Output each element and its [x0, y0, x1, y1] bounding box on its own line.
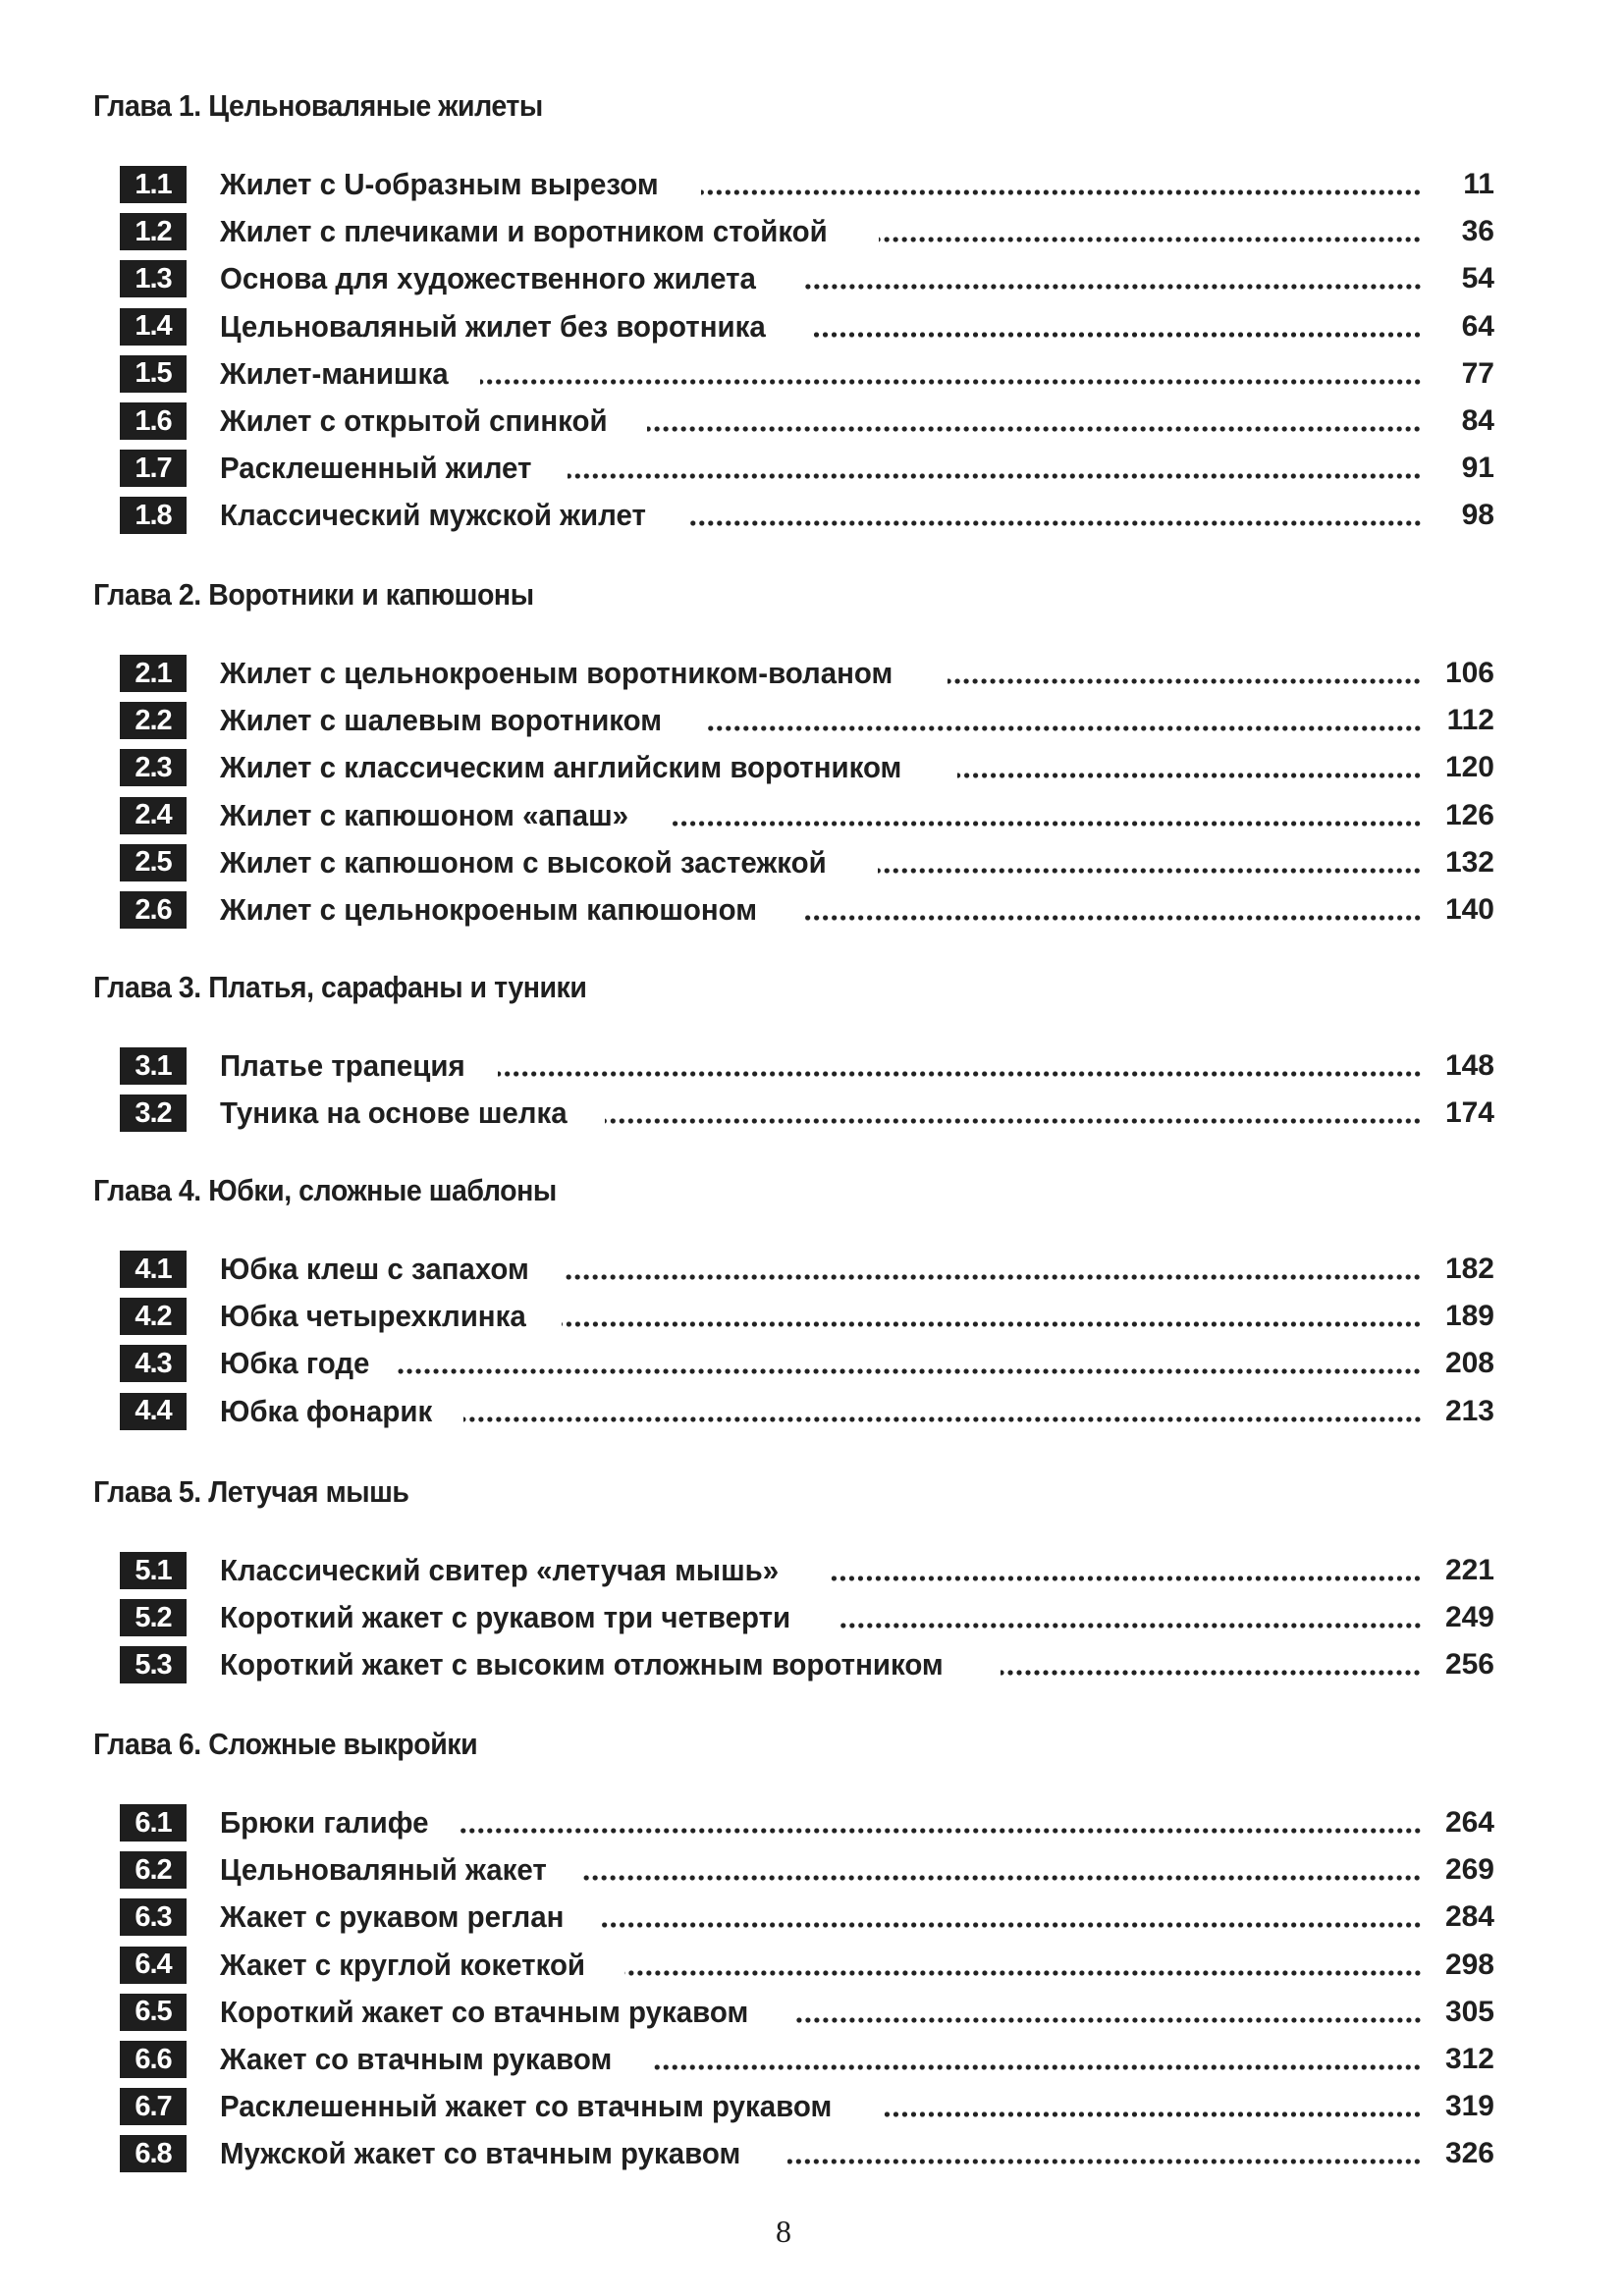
entry-page-number: 208	[1444, 1347, 1494, 1380]
chapter-heading: Глава 1. Цельноваляные жилеты	[93, 88, 543, 123]
chapter-heading: Глава 5. Летучая мышь	[93, 1474, 409, 1509]
entry-title: Жилет с капюшоном «апаш»	[220, 797, 628, 832]
entry-page-number: 269	[1444, 1853, 1494, 1887]
section-number-badge: 6.7	[120, 2088, 187, 2125]
toc-entry[interactable]	[120, 796, 1494, 835]
entry-title: Жилет с цельнокроеным воротником-воланом	[220, 656, 893, 690]
section-number-badge: 3.2	[120, 1095, 187, 1132]
toc-entry[interactable]	[120, 354, 1494, 394]
entry-page-number: 64	[1461, 309, 1494, 343]
dot-leader	[652, 2064, 1422, 2070]
entry-title: Короткий жакет со втачным рукавом	[220, 1994, 749, 2029]
section-number-badge: 5.1	[120, 1552, 187, 1589]
entry-title: Короткий жакет с рукавом три четверти	[220, 1600, 791, 1635]
section-number-badge: 2.1	[120, 655, 187, 692]
dot-leader	[688, 520, 1422, 526]
entry-page-number: 98	[1461, 499, 1494, 532]
entry-page-number: 256	[1444, 1648, 1494, 1682]
toc-entry[interactable]	[120, 165, 1494, 204]
section-number-badge: 6.5	[120, 1994, 187, 2031]
entry-title: Основа для художественного жилета	[220, 261, 756, 296]
toc-entry[interactable]	[120, 654, 1494, 693]
chapter-heading: Глава 6. Сложные выкройки	[93, 1727, 478, 1761]
dot-leader	[670, 821, 1422, 827]
entry-page-number: 284	[1444, 1900, 1494, 1934]
toc-entry[interactable]	[120, 1551, 1494, 1590]
toc-entry[interactable]	[120, 1250, 1494, 1289]
section-number-badge: 6.3	[120, 1898, 187, 1936]
toc-entry[interactable]	[120, 1598, 1494, 1637]
section-number-badge: 1.2	[120, 213, 187, 250]
dot-leader	[705, 725, 1422, 731]
entry-page-number: 112	[1446, 704, 1494, 737]
section-number-badge: 2.4	[120, 797, 187, 834]
entry-page-number: 84	[1461, 404, 1494, 437]
dot-leader	[602, 1922, 1422, 1928]
toc-entry[interactable]	[120, 1297, 1494, 1336]
entry-title: Расклешенный жилет	[220, 451, 532, 486]
toc-entry[interactable]	[120, 1946, 1494, 1985]
toc-entry[interactable]	[120, 890, 1494, 930]
dot-leader	[460, 1828, 1422, 1834]
entry-title: Брюки галифе	[220, 1805, 429, 1840]
entry-title: Юбка клеш с запахом	[220, 1252, 529, 1286]
entry-page-number: 264	[1444, 1806, 1494, 1839]
entry-page-number: 77	[1461, 356, 1494, 390]
entry-title: Жилет с U-образным вырезом	[220, 167, 659, 201]
toc-entry[interactable]	[120, 212, 1494, 251]
dot-leader	[624, 1970, 1422, 1976]
entry-page-number: 298	[1444, 1948, 1494, 1981]
entry-page-number: 319	[1444, 2090, 1494, 2123]
toc-entry[interactable]	[120, 1803, 1494, 1842]
entry-page-number: 312	[1444, 2043, 1494, 2075]
entry-title: Классический свитер «летучая мышь»	[220, 1553, 780, 1587]
dot-leader	[605, 1118, 1422, 1124]
dot-leader	[1001, 1670, 1422, 1676]
entry-title: Короткий жакет с высоким отложным воротником	[220, 1647, 944, 1682]
dot-leader	[498, 1071, 1422, 1077]
entry-page-number: 305	[1444, 1995, 1494, 2028]
dot-leader	[878, 868, 1422, 874]
section-number-badge: 2.2	[120, 702, 187, 739]
dot-leader	[463, 1416, 1422, 1422]
section-number-badge: 2.5	[120, 844, 187, 881]
page-number: 8	[776, 2214, 791, 2249]
entry-title: Жилет с капюшоном с высокой застежкой	[220, 844, 827, 880]
entry-page-number: 132	[1444, 845, 1494, 879]
entry-title: Расклешенный жакет со втачным рукавом	[220, 2089, 833, 2124]
entry-title: Жилет с плечиками и воротником стойкой	[220, 214, 828, 249]
dot-leader	[562, 1321, 1422, 1327]
dot-leader	[814, 332, 1422, 338]
section-number-badge: 1.8	[120, 497, 187, 534]
section-number-badge: 3.1	[120, 1047, 187, 1085]
section-number-badge: 1.3	[120, 260, 187, 297]
entry-page-number: 189	[1444, 1300, 1494, 1333]
entry-page-number: 126	[1444, 798, 1494, 831]
toc-entry[interactable]	[120, 496, 1494, 535]
entry-page-number: 221	[1444, 1554, 1494, 1586]
entry-title: Платье трапеция	[220, 1048, 465, 1083]
dot-leader	[397, 1368, 1422, 1374]
toc-entry[interactable]	[120, 1392, 1494, 1431]
section-number-badge: 5.3	[120, 1646, 187, 1683]
section-number-badge: 6.1	[120, 1804, 187, 1842]
toc-entry[interactable]	[120, 1897, 1494, 1937]
chapter-heading: Глава 2. Воротники и капюшоны	[93, 577, 534, 612]
entry-page-number: 326	[1444, 2137, 1494, 2170]
dot-leader	[828, 1575, 1422, 1581]
section-number-badge: 1.5	[120, 355, 187, 393]
dot-leader	[804, 284, 1422, 290]
dot-leader	[884, 2111, 1422, 2117]
entry-page-number: 106	[1444, 657, 1494, 689]
entry-page-number: 182	[1444, 1253, 1494, 1285]
dot-leader	[787, 2159, 1422, 2164]
section-number-badge: 6.2	[120, 1851, 187, 1889]
section-number-badge: 6.4	[120, 1947, 187, 1984]
entry-title: Классический мужской жилет	[220, 498, 646, 533]
toc-entry[interactable]	[120, 1046, 1494, 1086]
dot-leader	[568, 473, 1422, 479]
section-number-badge: 2.3	[120, 749, 187, 786]
toc-entry[interactable]	[120, 1993, 1494, 2032]
toc-entry[interactable]	[120, 748, 1494, 787]
toc-entry[interactable]	[120, 259, 1494, 298]
entry-page-number: 120	[1444, 751, 1494, 784]
chapter-heading: Глава 4. Юбки, сложные шаблоны	[93, 1173, 557, 1207]
entry-title: Цельноваляный жакет	[220, 1852, 547, 1888]
section-number-badge: 4.2	[120, 1298, 187, 1335]
chapter-heading: Глава 3. Платья, сарафаны и туники	[93, 970, 587, 1004]
dot-leader	[701, 189, 1422, 195]
entry-page-number: 140	[1444, 893, 1494, 926]
entry-page-number: 213	[1444, 1394, 1494, 1427]
toc-entry[interactable]	[120, 1344, 1494, 1383]
section-number-badge: 2.6	[120, 891, 187, 929]
section-number-badge: 4.1	[120, 1251, 187, 1288]
dot-leader	[565, 1274, 1422, 1280]
entry-page-number: 249	[1444, 1601, 1494, 1634]
section-number-badge: 4.4	[120, 1393, 187, 1430]
entry-title: Жилет с открытой спинкой	[220, 403, 608, 438]
entry-title: Туника на основе шелка	[220, 1095, 568, 1131]
section-number-badge: 5.2	[120, 1599, 187, 1636]
entry-title: Жилет-манишка	[220, 355, 449, 391]
dot-leader	[583, 1875, 1422, 1881]
toc-entry[interactable]	[120, 1850, 1494, 1890]
section-number-badge: 1.7	[120, 450, 187, 487]
section-number-badge: 6.8	[120, 2135, 187, 2172]
section-number-badge: 1.1	[120, 166, 187, 203]
toc-entry[interactable]	[120, 401, 1494, 441]
entry-title: Юбка годе	[220, 1346, 370, 1381]
dot-leader	[840, 1623, 1422, 1629]
section-number-badge: 1.4	[120, 308, 187, 346]
section-number-badge: 6.6	[120, 2041, 187, 2078]
dot-leader	[796, 2017, 1422, 2023]
entry-title: Жакет со втачным рукавом	[220, 2042, 613, 2076]
dot-leader	[947, 678, 1422, 684]
entry-page-number: 148	[1444, 1049, 1494, 1082]
toc-entry[interactable]	[120, 1645, 1494, 1684]
section-number-badge: 1.6	[120, 402, 187, 440]
entry-title: Мужской жакет со втачным рукавом	[220, 2136, 741, 2171]
entry-title: Жакет с круглой кокеткой	[220, 1947, 586, 1982]
dot-leader	[879, 237, 1422, 242]
toc-entry[interactable]	[120, 2040, 1494, 2079]
entry-page-number: 11	[1463, 168, 1494, 200]
entry-title: Жилет с шалевым воротником	[220, 703, 663, 738]
entry-title: Жилет с классическим английским воротником	[220, 750, 902, 785]
entry-title: Цельноваляный жилет без воротника	[220, 308, 766, 344]
toc-entry[interactable]	[120, 843, 1494, 882]
entry-page-number: 36	[1461, 215, 1494, 248]
toc-entry[interactable]	[120, 449, 1494, 488]
entry-page-number: 174	[1444, 1096, 1494, 1130]
toc-entry[interactable]	[120, 1094, 1494, 1133]
entry-title: Юбка четырехклинка	[220, 1299, 526, 1334]
toc-entry[interactable]	[120, 2134, 1494, 2173]
entry-title: Жакет с рукавом реглан	[220, 1899, 565, 1935]
toc-entry[interactable]	[120, 2087, 1494, 2126]
entry-page-number: 54	[1461, 262, 1494, 295]
toc-entry[interactable]	[120, 307, 1494, 347]
dot-leader	[480, 379, 1422, 385]
entry-page-number: 91	[1461, 452, 1494, 485]
section-number-badge: 4.3	[120, 1345, 187, 1382]
dot-leader	[805, 915, 1422, 921]
dot-leader	[957, 773, 1422, 778]
toc-entry[interactable]	[120, 701, 1494, 740]
dot-leader	[647, 426, 1422, 432]
entry-title: Жилет с цельнокроеным капюшоном	[220, 892, 758, 927]
entry-title: Юбка фонарик	[220, 1393, 433, 1428]
